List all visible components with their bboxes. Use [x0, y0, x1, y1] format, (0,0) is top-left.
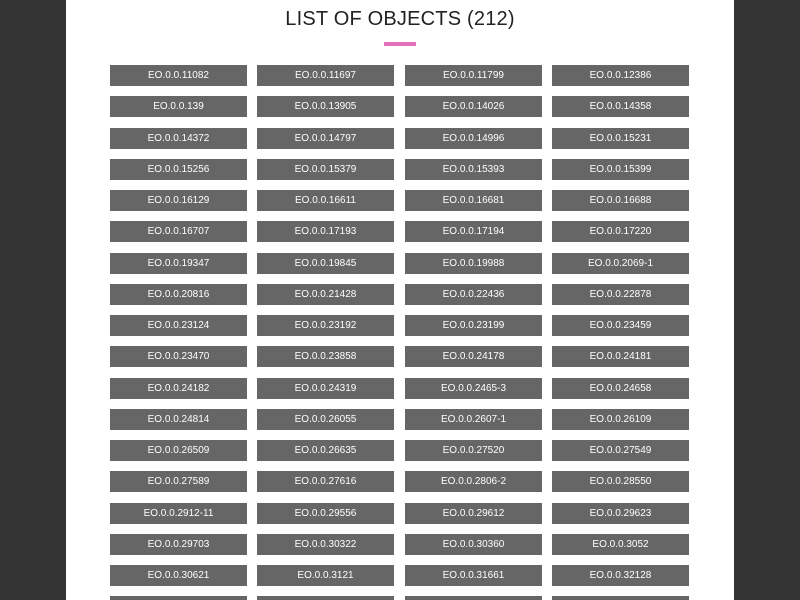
object-link-button[interactable]: EO.0.0.2069-1	[552, 253, 689, 274]
object-link-button[interactable]: EO.0.0.17194	[405, 221, 542, 242]
page-title: LIST OF OBJECTS (212)	[285, 8, 515, 30]
object-link-button[interactable]: EO.0.0.16129	[110, 190, 247, 211]
object-link-button[interactable]: EO.0.0.11799	[405, 65, 542, 86]
object-link-button[interactable]: EO.0.0.20816	[110, 284, 247, 305]
object-link-button[interactable]: EO.0.0.13905	[257, 96, 394, 117]
object-link-button[interactable]: EO.0.0.28550	[552, 471, 689, 492]
object-link-button[interactable]: EO.0.0.14797	[257, 128, 394, 149]
object-link-button[interactable]: EO.0.0.14358	[552, 96, 689, 117]
object-link-button[interactable]: EO.0.0.11697	[257, 65, 394, 86]
object-link-button[interactable]: EO.0.0.29612	[405, 503, 542, 524]
main-content	[66, 0, 734, 600]
object-link-button[interactable]: EO.0.0.26635	[257, 440, 394, 461]
object-link-button[interactable]: EO.0.0.30322	[257, 534, 394, 555]
object-link-button[interactable]: EO.0.0.3121	[257, 565, 394, 586]
object-link-button[interactable]: EO.0.0.16707	[110, 221, 247, 242]
object-link-button[interactable]	[405, 596, 542, 600]
object-link-button[interactable]: EO.0.0.22878	[552, 284, 689, 305]
object-link-button[interactable]: EO.0.0.29623	[552, 503, 689, 524]
object-link-button[interactable]: EO.0.0.2607-1	[405, 409, 542, 430]
object-link-button[interactable]: EO.0.0.15231	[552, 128, 689, 149]
object-link-button[interactable]: EO.0.0.16688	[552, 190, 689, 211]
object-link-button[interactable]: EO.0.0.27589	[110, 471, 247, 492]
object-link-button[interactable]: EO.0.0.24182	[110, 378, 247, 399]
object-link-button[interactable]: EO.0.0.23470	[110, 346, 247, 367]
object-link-button[interactable]: EO.0.0.23124	[110, 315, 247, 336]
object-link-button[interactable]: EO.0.0.22436	[405, 284, 542, 305]
object-link-button[interactable]: EO.0.0.31661	[405, 565, 542, 586]
object-link-button[interactable]: EO.0.0.19347	[110, 253, 247, 274]
object-link-button[interactable]: EO.0.0.23192	[257, 315, 394, 336]
object-link-button[interactable]: EO.0.0.29703	[110, 534, 247, 555]
object-link-button[interactable]: EO.0.0.24181	[552, 346, 689, 367]
object-link-button[interactable]: EO.0.0.26509	[110, 440, 247, 461]
object-link-button[interactable]: EO.0.0.24319	[257, 378, 394, 399]
object-link-button[interactable]: EO.0.0.15256	[110, 159, 247, 180]
object-link-button[interactable]: EO.0.0.14996	[405, 128, 542, 149]
object-link-button[interactable]	[110, 596, 247, 600]
object-link-button[interactable]: EO.0.0.23459	[552, 315, 689, 336]
object-link-button[interactable]: EO.0.0.23199	[405, 315, 542, 336]
object-link-button[interactable]	[552, 596, 689, 600]
object-link-button[interactable]: EO.0.0.26109	[552, 409, 689, 430]
object-link-button[interactable]: EO.0.0.14026	[405, 96, 542, 117]
object-link-button[interactable]: EO.0.0.27520	[405, 440, 542, 461]
object-link-button[interactable]: EO.0.0.2912-11	[110, 503, 247, 524]
object-link-button[interactable]: EO.0.0.2806-2	[405, 471, 542, 492]
object-link-button[interactable]: EO.0.0.15399	[552, 159, 689, 180]
object-link-button[interactable]: EO.0.0.2465-3	[405, 378, 542, 399]
object-link-button[interactable]: EO.0.0.30360	[405, 534, 542, 555]
object-link-button[interactable]: EO.0.0.19845	[257, 253, 394, 274]
object-link-button[interactable]: EO.0.0.27616	[257, 471, 394, 492]
object-link-button[interactable]: EO.0.0.15393	[405, 159, 542, 180]
object-link-button[interactable]: EO.0.0.16611	[257, 190, 394, 211]
object-link-button[interactable]: EO.0.0.24658	[552, 378, 689, 399]
object-link-button[interactable]: EO.0.0.27549	[552, 440, 689, 461]
object-link-button[interactable]: EO.0.0.24814	[110, 409, 247, 430]
object-link-button[interactable]: EO.0.0.3052	[552, 534, 689, 555]
object-link-button[interactable]: EO.0.0.23858	[257, 346, 394, 367]
object-link-button[interactable]: EO.0.0.15379	[257, 159, 394, 180]
object-link-button[interactable]: EO.0.0.12386	[552, 65, 689, 86]
object-link-button[interactable]: EO.0.0.17193	[257, 221, 394, 242]
object-link-button[interactable]: EO.0.0.16681	[405, 190, 542, 211]
object-link-button[interactable]: EO.0.0.21428	[257, 284, 394, 305]
object-link-button[interactable]: EO.0.0.11082	[110, 65, 247, 86]
object-link-button[interactable]: EO.0.0.29556	[257, 503, 394, 524]
object-link-button[interactable]: EO.0.0.139	[110, 96, 247, 117]
object-link-button[interactable]: EO.0.0.24178	[405, 346, 542, 367]
title-underline-divider	[384, 42, 416, 46]
object-link-button[interactable]: EO.0.0.32128	[552, 565, 689, 586]
object-link-button[interactable]: EO.0.0.14372	[110, 128, 247, 149]
object-link-button[interactable]: EO.0.0.19988	[405, 253, 542, 274]
object-link-button[interactable]: EO.0.0.17220	[552, 221, 689, 242]
object-link-button[interactable]: EO.0.0.26055	[257, 409, 394, 430]
object-link-button[interactable]	[257, 596, 394, 600]
object-link-button[interactable]: EO.0.0.30621	[110, 565, 247, 586]
